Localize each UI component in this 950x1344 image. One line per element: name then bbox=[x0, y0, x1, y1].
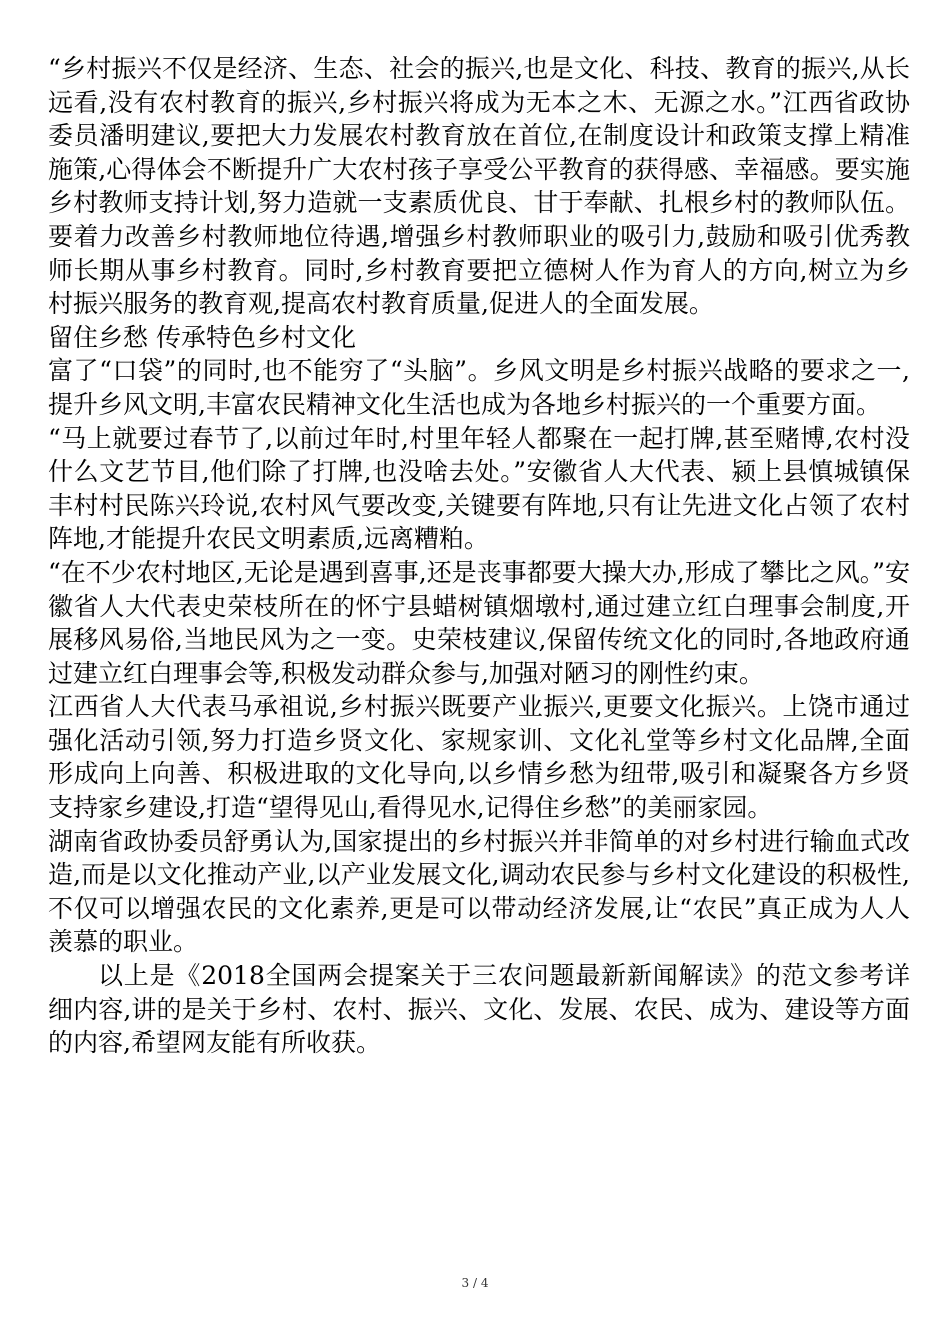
document-body bbox=[48, 52, 910, 1060]
paragraph-rural-education: “乡村振兴不仅是经济、生态、社会的振兴,也是文化、科技、教育的振兴,从长远看,没有农村教育的振兴,乡村振兴将成为无本之木、无源之水。”江西省政协委员潘明建议,要把大力发展农村教育放在首位,在制度设计和政策支撑上精准施策,心得体会不断提升广大农村孩子享受公平教育的获得感、幸福感。要实施乡村教师支持计划,努力造就一支素质优良、甘于奉献、扎根乡村的教师队伍。要着力改善乡村教师地位待遇,增强乡村教师职业的吸引力,鼓励和吸引优秀教师长期从事乡村教育。同时,乡村教育要把立德树人作为育人的方向,树立为乡村振兴服务的教育观,提高农村教育质量,促进人的全面发展。 bbox=[48, 54, 910, 319]
section-heading: 留住乡愁 传承特色乡村文化 bbox=[48, 322, 356, 352]
paragraph-shu-yong: 湖南省政协委员舒勇认为,国家提出的乡村振兴并非简单的对乡村进行输血式改造,而是以文化推动产业,以产业发展文化,调动农民参与乡村文化建设的积极性,不仅可以增强农民的文化素养,更是可以带动经济发展,让“农民”真正成为人人羡慕的职业。 bbox=[48, 826, 910, 957]
paragraph-shi-rongzhi: “在不少农村地区,无论是遇到喜事,还是丧事都要大操大办,形成了攀比之风。”安徽省人大代表史荣枝所在的怀宁县蜡树镇烟墩村,通过建立红白理事会制度,开展移风易俗,当地民风为之一变。史荣枝建议,保留传统文化的同时,各地政府通过建立红白理事会等,积极发动群众参与,加强对陋习的刚性约束。 bbox=[48, 557, 910, 688]
paragraph-ma-chengzu: 江西省人大代表马承祖说,乡村振兴既要产业振兴,更要文化振兴。上饶市通过强化活动引领,努力打造乡贤文化、家规家训、文化礼堂等乡村文化品牌,全面形成向上向善、积极进取的文化导向,以乡情乡愁为纽带,吸引和凝聚各方乡贤支持家乡建设,打造“望得见山,看得见水,记得住乡愁”的美丽家园。 bbox=[48, 692, 910, 823]
paragraph-rural-civilization: 富了“口袋”的同时,也不能穷了“头脑”。乡风文明是乡村振兴战略的要求之一,提升乡风文明,丰富农民精神文化生活也成为各地乡村振兴的一个重要方面。 bbox=[48, 356, 910, 419]
paragraph-summary: 以上是《2018全国两会提案关于三农问题最新新闻解读》的范文参考详细内容,讲的是关于乡村、农村、振兴、文化、发展、农民、成为、建设等方面的内容,希望网友能有所收获。 bbox=[48, 961, 910, 1058]
paragraph-chen-xingling: “马上就要过春节了,以前过年时,村里年轻人都聚在一起打牌,甚至赌博,农村没什么文艺节目,他们除了打牌,也没啥去处。”安徽省人大代表、颍上县慎城镇保丰村村民陈兴玲说,农村风气要改变,关键要有阵地,只有让先进文化占领了农村阵地,才能提升农民文明素质,远离糟粕。 bbox=[48, 423, 910, 554]
page-number: 3 / 4 bbox=[461, 1276, 489, 1290]
